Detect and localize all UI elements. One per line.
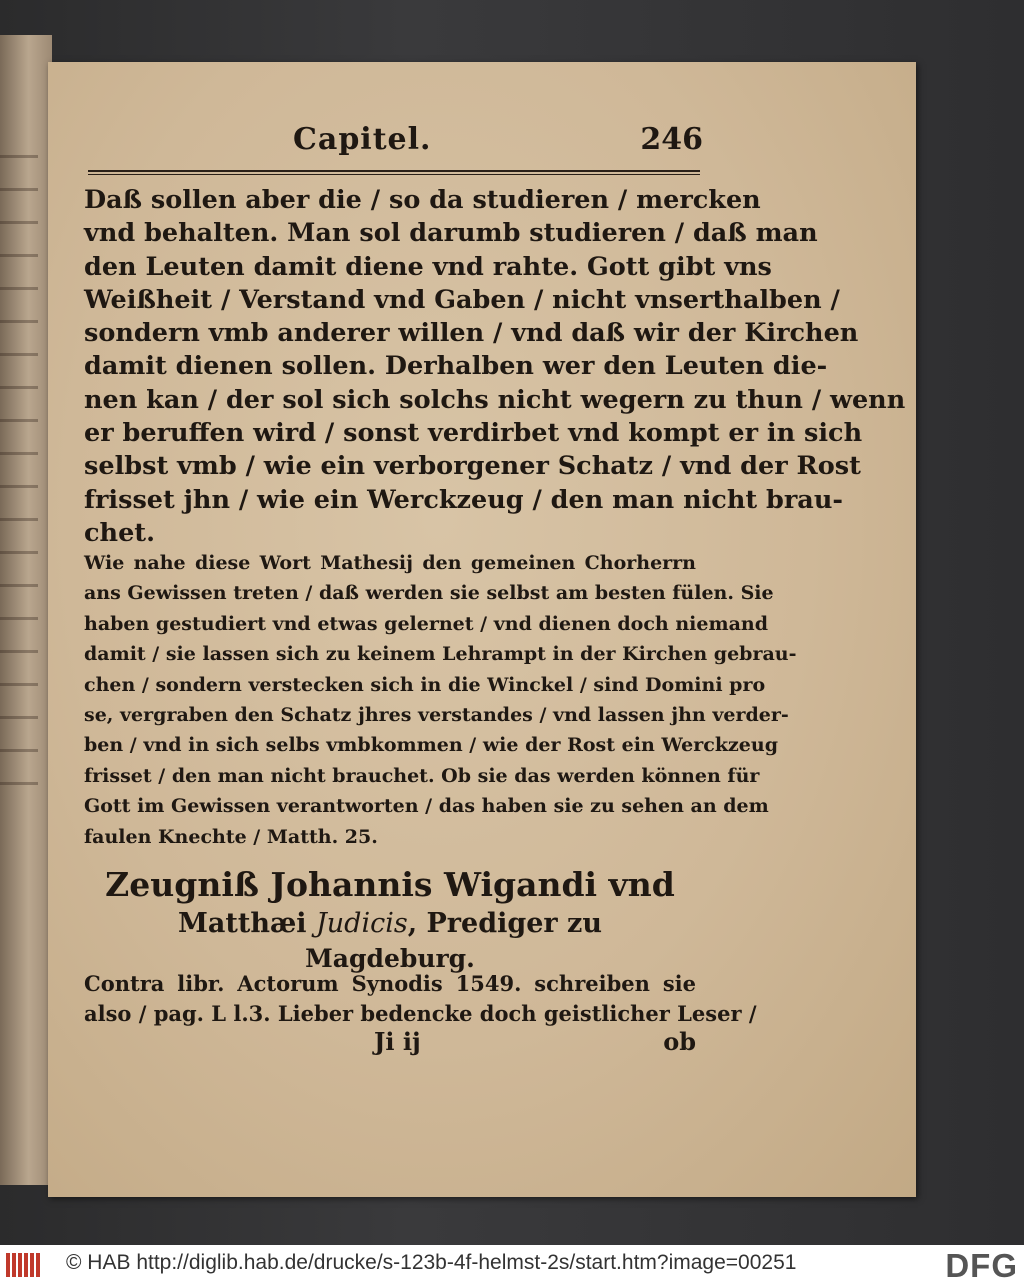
paragraph-commentary bbox=[84, 548, 797, 852]
text-line: Gott im Gewissen verantworten / das haben sie zu sehen an dem bbox=[84, 795, 769, 818]
viewer-footer bbox=[0, 1245, 1024, 1285]
text-line: chet. bbox=[84, 517, 155, 548]
page-header bbox=[293, 122, 703, 162]
paragraph-mathesius-quote bbox=[84, 184, 906, 550]
text-line: er beruffen wird / sonst verdirbet vnd kompt er in sich bbox=[84, 418, 863, 449]
page-foot bbox=[84, 1027, 696, 1059]
text-line: ben / vnd in sich selbs vmbkommen / wie der Rost ein Werckzeug bbox=[84, 734, 778, 757]
heading-italic-text: Judicis bbox=[315, 908, 408, 939]
text-line: vnd behalten. Man sol darumb studieren / daß man bbox=[84, 218, 818, 249]
text-line: damit dienen sollen. Derhalben wer den Leuten die- bbox=[84, 351, 828, 382]
text-line: se, vergraben den Schatz jhres verstandes / vnd lassen jhn verder- bbox=[84, 703, 789, 726]
heading-text: Matthæi bbox=[178, 908, 316, 939]
section-heading bbox=[84, 864, 696, 976]
copyright-link[interactable]: © HAB http://diglib.hab.de/drucke/s-123b-4f-helmst-2s/start.htm?image=00251 bbox=[66, 1251, 797, 1274]
text-line: sondern vmb anderer willen / vnd daß wir der Kirchen bbox=[84, 318, 859, 349]
page-number: 246 bbox=[640, 122, 703, 157]
text-line: frisset jhn / wie ein Werckzeug / den man nicht brau- bbox=[84, 484, 843, 515]
previous-leaf-text-shadow bbox=[0, 155, 38, 815]
previous-leaf-edge bbox=[0, 35, 52, 1185]
heading-text: , Prediger zu bbox=[407, 908, 602, 939]
paragraph-citation bbox=[84, 969, 757, 1029]
text-line: also / pag. L l.3. Lieber bedencke doch geistlicher Leser / bbox=[84, 1001, 757, 1026]
text-line: Weißheit / Verstand vnd Gaben / nicht vnserthalben / bbox=[84, 284, 840, 315]
text-line: nen kan / der sol sich solchs nicht wegern zu thun / wenn bbox=[84, 384, 906, 415]
dfg-logo: DFG bbox=[945, 1247, 1018, 1284]
text-line: den Leuten damit diene vnd rahte. Gott gibt vns bbox=[84, 251, 772, 282]
text-line: damit / sie lassen sich zu keinem Lehrampt in der Kirchen gebrau- bbox=[84, 643, 797, 666]
book-page bbox=[48, 62, 916, 1197]
text-line: Daß sollen aber die / so da studieren / mercken bbox=[84, 185, 761, 215]
text-line: faulen Knechte / Matth. 25. bbox=[84, 825, 378, 848]
text-line: chen / sondern verstecken sich in die Winckel / sind Domini pro bbox=[84, 673, 766, 696]
text-line: frisset / den man nicht brauchet. Ob sie das werden können für bbox=[84, 764, 760, 787]
text-line: haben gestudiert vnd etwas gelernet / vnd dienen doch niemand bbox=[84, 612, 768, 635]
heading-line bbox=[84, 906, 696, 942]
text-line: selbst vmb / wie ein verborgener Schatz / vnd der Rost bbox=[84, 451, 861, 482]
header-rule bbox=[88, 170, 700, 175]
text-line: Wie nahe diese Wort Mathesij den gemeinen Chorherrn bbox=[84, 552, 696, 574]
book-spines-icon bbox=[6, 1253, 46, 1277]
catchword: ob bbox=[663, 1027, 696, 1056]
running-head: Capitel. bbox=[293, 122, 432, 157]
signature-mark: Ji ij bbox=[374, 1027, 421, 1056]
text-line: ans Gewissen treten / daß werden sie selbst am besten fülen. Sie bbox=[84, 582, 774, 605]
text-line: Contra libr. Actorum Synodis 1549. schreiben sie bbox=[84, 971, 696, 996]
heading-line: Zeugniß Johannis Wigandi vnd bbox=[105, 865, 675, 904]
heading-line: Magdeburg. bbox=[305, 944, 475, 973]
